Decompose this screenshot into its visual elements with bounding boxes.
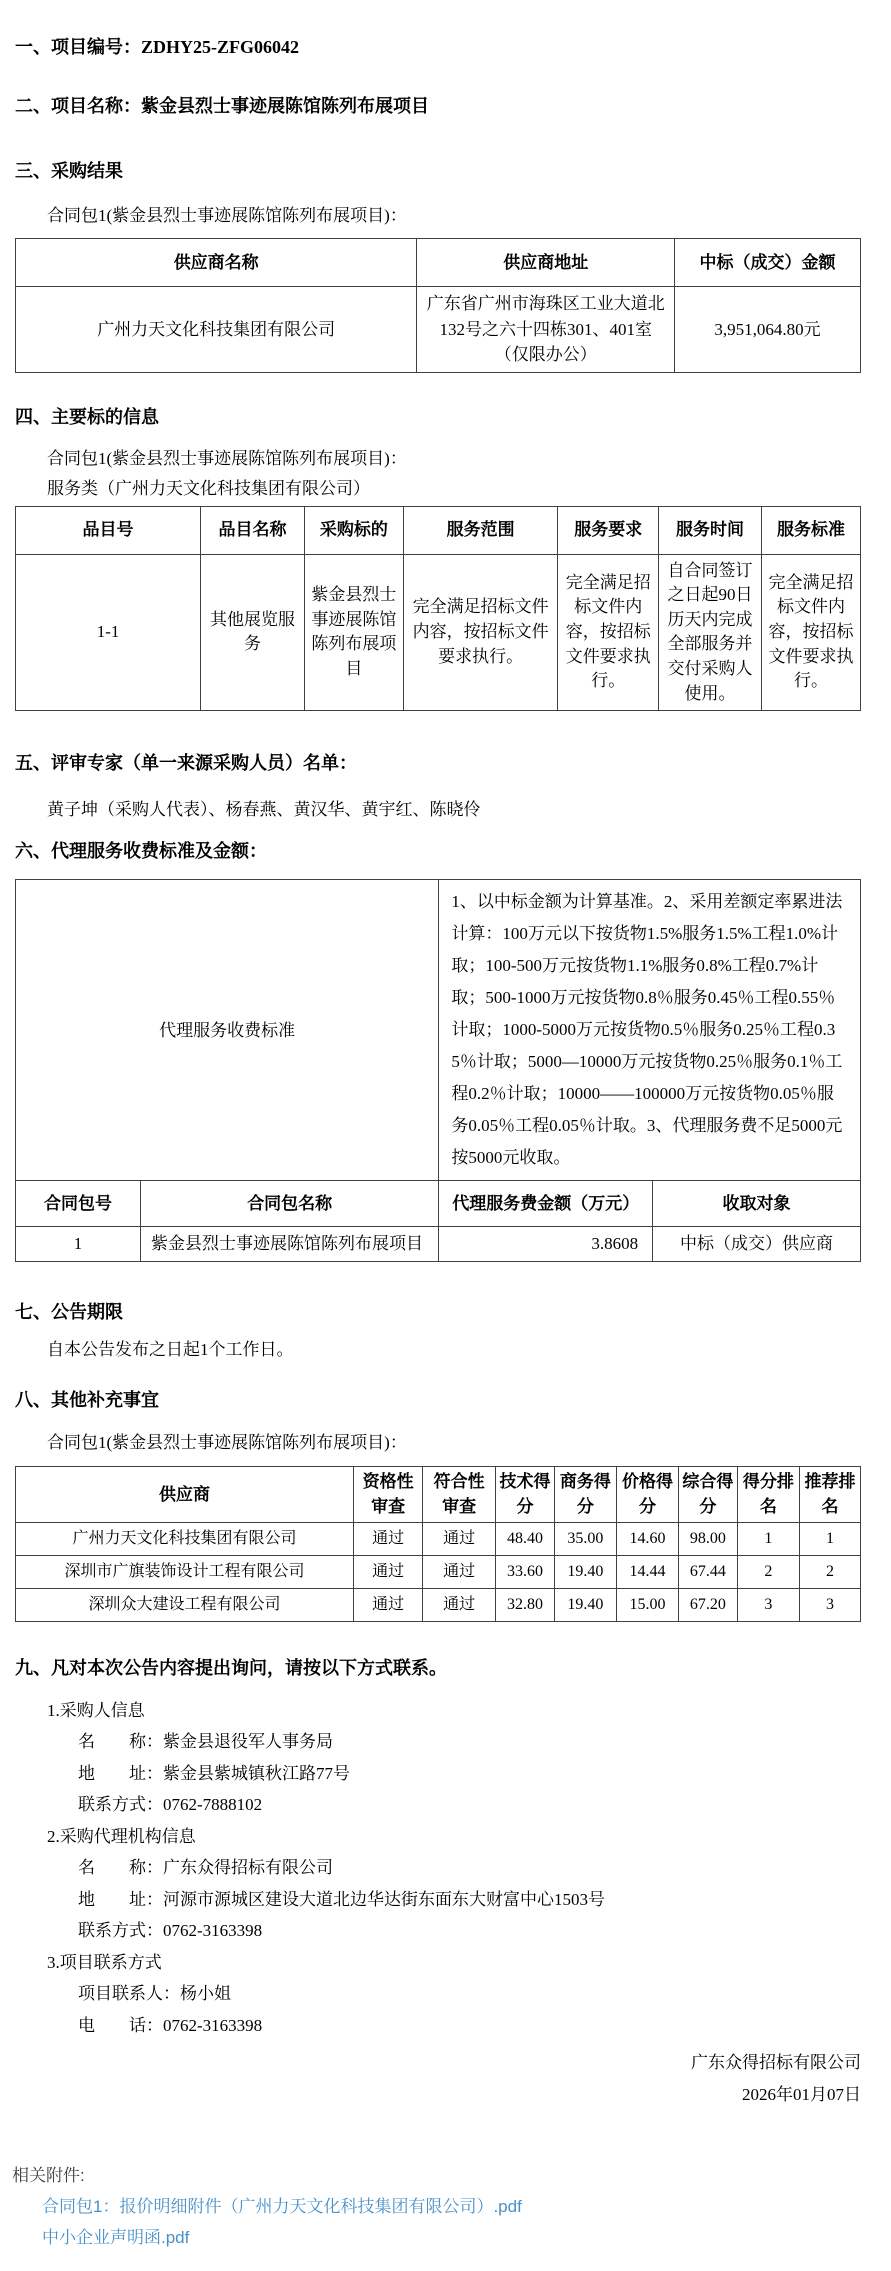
score-rank-cell: 3 bbox=[737, 1588, 800, 1621]
total-score-cell: 67.44 bbox=[679, 1555, 737, 1588]
package-note: 合同包1(紫金县烈士事迹展陈馆陈列布展项目)： bbox=[47, 206, 407, 225]
purchaser-info-title: 1.采购人信息 bbox=[47, 1700, 145, 1720]
fee-table-header-row bbox=[16, 1181, 861, 1227]
agency-address: 地 址：河源市源城区建设大道北边华达街东面东大财富中心1503号 bbox=[78, 1889, 605, 1909]
attachments-label: 相关附件: bbox=[12, 2166, 85, 2186]
subject-table-header-row bbox=[16, 506, 861, 554]
fee-header-package-no: 合同包号 bbox=[16, 1181, 141, 1227]
contact-block bbox=[15, 1695, 861, 2042]
fee-header-charged-party: 收取对象 bbox=[653, 1181, 861, 1227]
score-header-recommend-rank: 推荐排名 bbox=[800, 1466, 861, 1522]
score-table-header-row bbox=[16, 1466, 861, 1522]
item-name-cell: 其他展览服务 bbox=[201, 554, 305, 711]
supplier-cell: 深圳市广旗装饰设计工程有限公司 bbox=[16, 1555, 354, 1588]
agency-name: 名 称：广东众得招标有限公司 bbox=[78, 1858, 333, 1878]
agency-info-title: 2.采购代理机构信息 bbox=[47, 1826, 196, 1846]
result-header-supplier-name: 供应商名称 bbox=[16, 239, 417, 287]
score-header-supplier: 供应商 bbox=[16, 1466, 354, 1522]
attachment-link-sme-declaration-pdf[interactable]: 中小企业声明函.pdf bbox=[42, 2228, 190, 2248]
section-8-heading: 八、其他补充事宜 bbox=[15, 1389, 159, 1410]
score-header-technical-score: 技术得分 bbox=[495, 1466, 554, 1522]
section-6-heading: 六、代理服务收费标准及金额： bbox=[15, 841, 267, 862]
price-score-cell: 14.44 bbox=[616, 1555, 679, 1588]
subject-header-service-requirement: 服务要求 bbox=[558, 506, 659, 554]
qualification-cell: 通过 bbox=[354, 1522, 423, 1555]
fee-standard-text: 1、以中标金额为计算基准。2、采用差额定率累进法计算：100万元以下按货物1.5%服务1.5%工程1.0%计取；100-500万元按货物1.1%服务0.8%工程0.7%计取；500-1000万元按货物0.8％服务0.45％工程0.55％计取；1000-5000万元按货物0.5％服务0.25％工程0.35％计取；5000—10000万元按货物0.25％服务0.1％工程0.2％计取；10000——100000万元按货物0.05％服务0.05％工程0.05％计取。3、代理服务费不足5000元按5000元收取。 bbox=[439, 880, 861, 1181]
package-note: 合同包1(紫金县烈士事迹展陈馆陈列布展项目)： bbox=[47, 1432, 407, 1452]
fee-table-row bbox=[16, 1227, 861, 1262]
business-score-cell: 19.40 bbox=[555, 1588, 617, 1621]
fee-amount-cell: 3.8608 bbox=[439, 1227, 653, 1262]
service-scope-cell: 完全满足招标文件内容，按招标文件要求执行。 bbox=[403, 554, 558, 711]
technical-score-cell: 32.80 bbox=[495, 1588, 554, 1621]
attachments-section bbox=[12, 2161, 891, 2271]
price-score-cell: 15.00 bbox=[616, 1588, 679, 1621]
score-rank-cell: 1 bbox=[737, 1522, 800, 1555]
subject-table-row bbox=[16, 554, 861, 711]
section-3-heading: 三、采购结果 bbox=[15, 161, 123, 181]
project-contact-title: 3.项目联系方式 bbox=[47, 1952, 162, 1972]
agency-phone: 联系方式：0762-3163398 bbox=[78, 1921, 263, 1941]
result-table-header-row bbox=[16, 239, 861, 287]
score-table-row bbox=[16, 1588, 861, 1621]
section-5-heading: 五、评审专家（单一来源采购人员）名单： bbox=[15, 753, 357, 774]
fee-package-no-cell: 1 bbox=[16, 1227, 141, 1262]
section-4-heading: 四、主要标的信息 bbox=[15, 406, 159, 427]
signature-company: 广东众得招标有限公司 bbox=[691, 2053, 861, 2073]
conformity-cell: 通过 bbox=[423, 1522, 496, 1555]
score-rank-cell: 2 bbox=[737, 1555, 800, 1588]
announcement-document bbox=[15, 36, 861, 2111]
result-header-award-amount: 中标（成交）金额 bbox=[675, 239, 861, 287]
fee-standard-row bbox=[16, 880, 861, 1181]
award-amount-cell: 3,951,064.80元 bbox=[675, 287, 861, 373]
notice-period-text: 自本公告发布之日起1个工作日。 bbox=[47, 1339, 294, 1359]
supplier-name-cell: 广州力天文化科技集团有限公司 bbox=[16, 287, 417, 373]
score-header-score-rank: 得分排名 bbox=[737, 1466, 800, 1522]
fee-charged-party-cell: 中标（成交）供应商 bbox=[653, 1227, 861, 1262]
section-7-heading: 七、公告期限 bbox=[15, 1301, 123, 1322]
fee-header-package-name: 合同包名称 bbox=[141, 1181, 439, 1227]
score-table bbox=[15, 1466, 861, 1622]
procurement-target-cell: 紫金县烈士事迹展陈馆陈列布展项目 bbox=[304, 554, 403, 711]
section-2-heading: 二、项目名称：紫金县烈士事迹展陈馆陈列布展项目 bbox=[15, 96, 429, 116]
score-table-row bbox=[16, 1555, 861, 1588]
service-time-cell: 自合同签订之日起90日历天内完成全部服务并交付采购人使用。 bbox=[659, 554, 762, 711]
total-score-cell: 98.00 bbox=[679, 1522, 737, 1555]
experts-names: 黄子坤（采购人代表）、杨春燕、黄汉华、黄宇红、陈晓伶 bbox=[47, 800, 481, 820]
recommend-rank-cell: 2 bbox=[800, 1555, 861, 1588]
subject-header-item-name: 品目名称 bbox=[201, 506, 305, 554]
fee-table bbox=[15, 879, 861, 1262]
result-header-supplier-address: 供应商地址 bbox=[417, 239, 675, 287]
service-requirement-cell: 完全满足招标文件内容，按招标文件要求执行。 bbox=[558, 554, 659, 711]
score-header-qualification-review: 资格性审查 bbox=[354, 1466, 423, 1522]
supplier-address-cell: 广东省广州市海珠区工业大道北132号之六十四栋301、401室（仅限办公） bbox=[417, 287, 675, 373]
service-type-note: 服务类（广州力天文化科技集团有限公司） bbox=[47, 478, 370, 498]
signature-block bbox=[15, 2047, 861, 2111]
conformity-cell: 通过 bbox=[423, 1588, 496, 1621]
score-header-price-score: 价格得分 bbox=[616, 1466, 679, 1522]
signature-date: 2026年01月07日 bbox=[742, 2085, 861, 2105]
section-1-heading: 一、项目编号：ZDHY25-ZFG06042 bbox=[15, 37, 300, 57]
section-9-heading: 九、凡对本次公告内容提出询问，请按以下方式联系。 bbox=[15, 1657, 447, 1678]
recommend-rank-cell: 3 bbox=[800, 1588, 861, 1621]
result-table bbox=[15, 238, 861, 373]
qualification-cell: 通过 bbox=[354, 1588, 423, 1621]
package-note: 合同包1(紫金县烈士事迹展陈馆陈列布展项目)： bbox=[47, 448, 407, 468]
fee-standard-label: 代理服务收费标准 bbox=[16, 880, 439, 1181]
qualification-cell: 通过 bbox=[354, 1555, 423, 1588]
score-table-row bbox=[16, 1522, 861, 1555]
fee-package-name-cell: 紫金县烈士事迹展陈馆陈列布展项目 bbox=[141, 1227, 439, 1262]
score-header-total-score: 综合得分 bbox=[679, 1466, 737, 1522]
subject-table bbox=[15, 506, 861, 712]
subject-header-procurement-target: 采购标的 bbox=[304, 506, 403, 554]
purchaser-phone: 联系方式：0762-7888102 bbox=[78, 1795, 263, 1815]
subject-header-service-time: 服务时间 bbox=[659, 506, 762, 554]
business-score-cell: 35.00 bbox=[555, 1522, 617, 1555]
item-no-cell: 1-1 bbox=[16, 554, 201, 711]
service-standard-cell: 完全满足招标文件内容，按招标文件要求执行。 bbox=[762, 554, 861, 711]
recommend-rank-cell: 1 bbox=[800, 1522, 861, 1555]
subject-header-service-standard: 服务标准 bbox=[762, 506, 861, 554]
purchaser-name: 名 称：紫金县退役军人事务局 bbox=[78, 1732, 333, 1752]
conformity-cell: 通过 bbox=[423, 1555, 496, 1588]
price-score-cell: 14.60 bbox=[616, 1522, 679, 1555]
attachment-link-quotation-pdf[interactable]: 合同包1：报价明细附件（广州力天文化科技集团有限公司）.pdf bbox=[42, 2197, 522, 2217]
supplier-cell: 深圳众大建设工程有限公司 bbox=[16, 1588, 354, 1621]
result-table-row bbox=[16, 287, 861, 373]
project-contact-person: 项目联系人：杨小姐 bbox=[78, 1984, 231, 2004]
score-header-business-score: 商务得分 bbox=[555, 1466, 617, 1522]
business-score-cell: 19.40 bbox=[555, 1555, 617, 1588]
technical-score-cell: 48.40 bbox=[495, 1522, 554, 1555]
total-score-cell: 67.20 bbox=[679, 1588, 737, 1621]
supplier-cell: 广州力天文化科技集团有限公司 bbox=[16, 1522, 354, 1555]
score-header-conformity-review: 符合性审查 bbox=[423, 1466, 496, 1522]
technical-score-cell: 33.60 bbox=[495, 1555, 554, 1588]
purchaser-address: 地 址：紫金县紫城镇秋江路77号 bbox=[78, 1763, 350, 1783]
subject-header-item-no: 品目号 bbox=[16, 506, 201, 554]
project-phone: 电 话：0762-3163398 bbox=[78, 2015, 263, 2035]
fee-header-fee-amount: 代理服务费金额（万元） bbox=[439, 1181, 653, 1227]
subject-header-service-scope: 服务范围 bbox=[403, 506, 558, 554]
